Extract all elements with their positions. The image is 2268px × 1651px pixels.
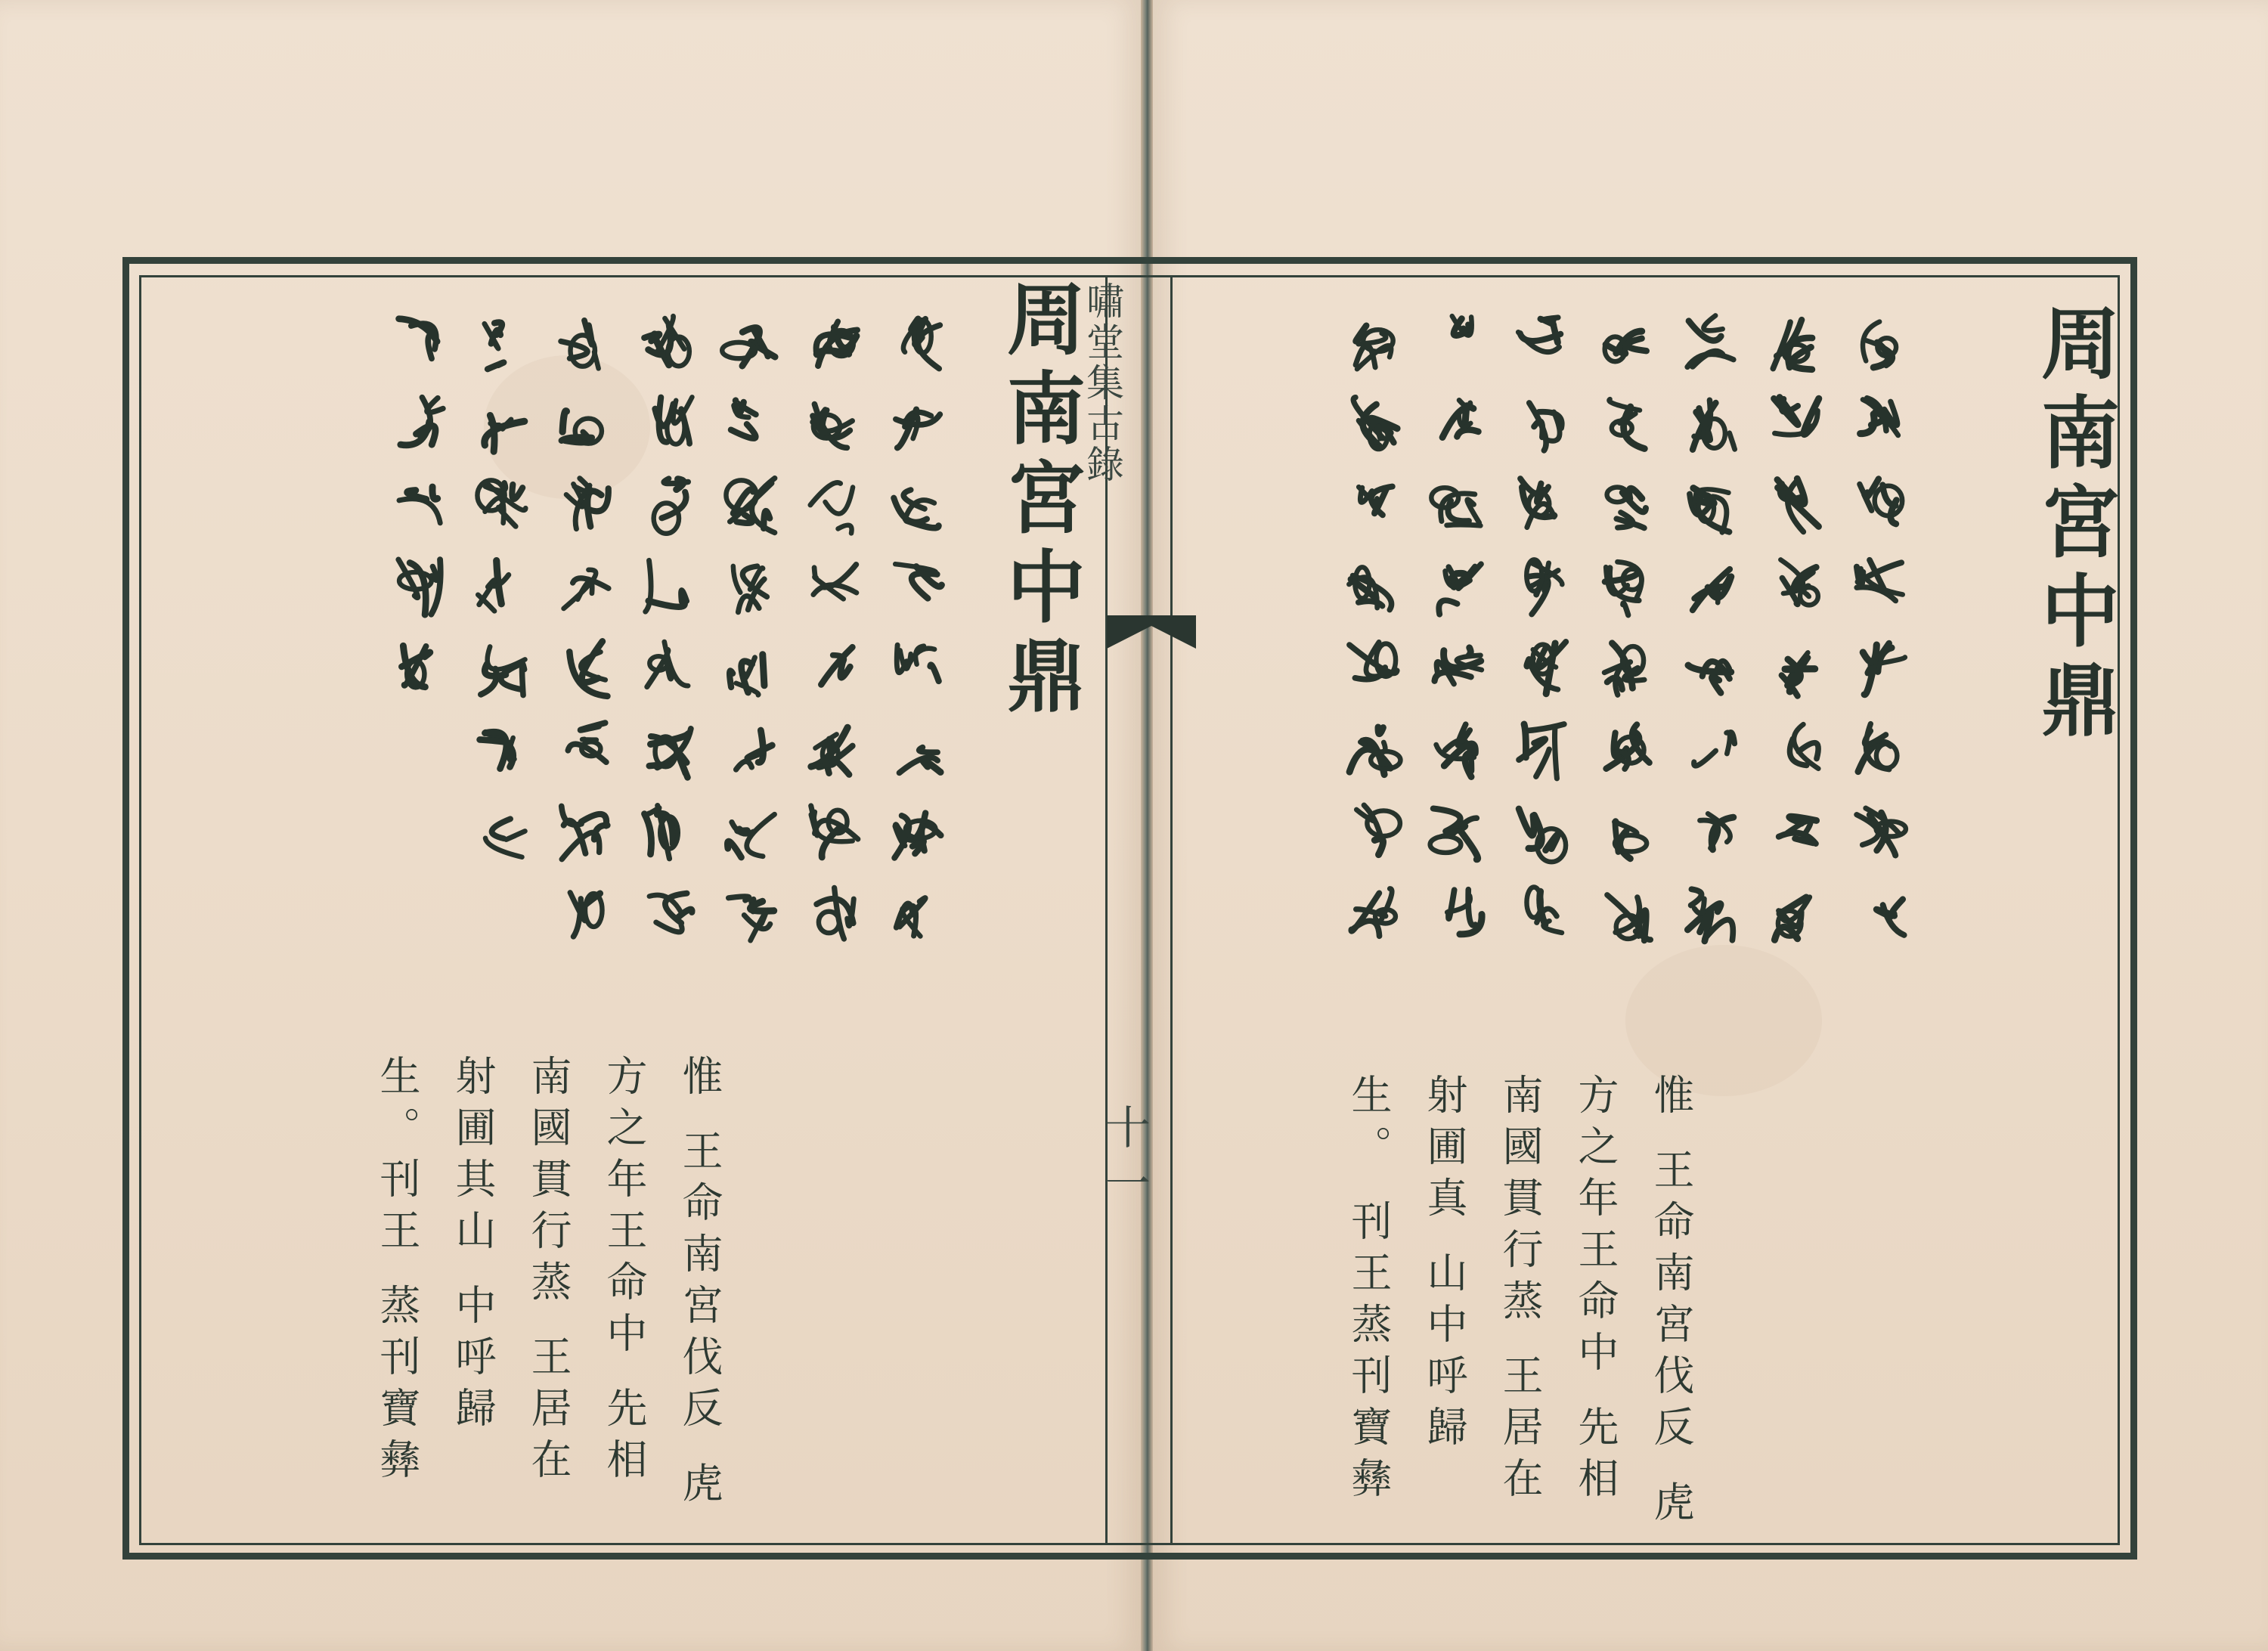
seal-script-glyph — [550, 796, 620, 869]
seal-script-glyph — [1507, 551, 1577, 624]
seal-script-glyph — [467, 714, 537, 787]
seal-script-glyph — [634, 878, 703, 950]
seal-script-glyph — [800, 633, 869, 705]
seal-script-glyph — [467, 633, 537, 705]
seal-script-glyph — [550, 306, 620, 379]
book-title-spine: 嘯堂集古錄 — [1080, 281, 1124, 485]
seal-script-glyph — [1592, 633, 1662, 705]
seal-script-glyph — [1677, 551, 1746, 624]
fish-tail-mark — [1107, 615, 1196, 649]
seal-script-glyph — [384, 306, 454, 379]
seal-script-glyph — [1592, 551, 1662, 624]
seal-script-glyph — [800, 796, 869, 869]
seal-script-glyph — [717, 306, 786, 379]
seal-script-glyph — [634, 714, 703, 787]
seal-script-glyph — [1761, 306, 1831, 379]
seal-script-glyph — [1338, 633, 1408, 705]
seal-script-glyph — [550, 469, 620, 542]
seal-script-glyph — [1338, 796, 1408, 869]
seal-script-glyph — [1507, 796, 1577, 869]
seal-script-glyph — [1592, 388, 1662, 460]
seal-script-glyph — [1423, 633, 1492, 705]
spine-rule-right — [1170, 275, 1173, 1545]
inscription-column — [467, 306, 537, 959]
seal-script-glyph — [1846, 796, 1916, 869]
seal-script-glyph — [1338, 714, 1408, 787]
seal-script-glyph — [634, 796, 703, 869]
seal-script-glyph — [550, 878, 620, 950]
left-page-title: 周南宮中鼎 — [993, 278, 1086, 724]
seal-script-glyph — [1846, 551, 1916, 624]
inscription-column — [1592, 306, 1662, 959]
seal-script-glyph — [883, 306, 953, 379]
seal-script-glyph — [1423, 469, 1492, 542]
seal-script-glyph — [1761, 551, 1831, 624]
seal-script-glyph — [1507, 306, 1577, 379]
inscription-column — [800, 306, 869, 959]
seal-script-glyph — [1677, 306, 1746, 379]
seal-script-glyph — [1338, 551, 1408, 624]
seal-script-glyph — [800, 714, 869, 787]
seal-script-glyph — [883, 469, 953, 542]
seal-script-glyph — [1677, 796, 1746, 869]
seal-script-glyph — [717, 388, 786, 460]
seal-script-glyph — [717, 714, 786, 787]
inscription-column — [883, 306, 953, 959]
left-bronze-inscription — [370, 306, 953, 959]
seal-script-glyph — [634, 306, 703, 379]
inscription-column — [717, 306, 786, 959]
inscription-column — [1338, 306, 1408, 959]
seal-script-glyph — [1423, 796, 1492, 869]
seal-script-glyph — [1592, 306, 1662, 379]
seal-script-glyph — [800, 388, 869, 460]
seal-script-glyph — [717, 796, 786, 869]
seal-script-glyph — [467, 551, 537, 624]
seal-script-glyph — [550, 633, 620, 705]
seal-script-glyph — [1592, 714, 1662, 787]
seal-script-glyph — [1592, 469, 1662, 542]
page-number: 十一 — [1098, 1104, 1151, 1216]
inscription-column — [550, 306, 620, 959]
seal-script-glyph — [467, 796, 537, 869]
right-page-transcription: 惟 王命南宮伐反 虎方之年王命中 先相南國貫行蒸 王居在射圃真 山中呼歸生。 刊王蒸刊寶彝 — [1345, 1073, 1695, 1532]
seal-script-glyph — [800, 469, 869, 542]
seal-script-glyph — [1423, 306, 1492, 379]
seal-script-glyph — [550, 388, 620, 460]
seal-script-glyph — [1677, 714, 1746, 787]
seal-script-glyph — [1592, 796, 1662, 869]
seal-script-glyph — [883, 796, 953, 869]
seal-script-glyph — [1423, 551, 1492, 624]
inscription-column — [1846, 306, 1916, 959]
seal-script-glyph — [1846, 878, 1916, 950]
seal-script-glyph — [467, 306, 537, 379]
seal-script-glyph — [1507, 469, 1577, 542]
seal-script-glyph — [1761, 469, 1831, 542]
seal-script-glyph — [800, 551, 869, 624]
seal-script-glyph — [634, 551, 703, 624]
seal-script-glyph — [1677, 633, 1746, 705]
seal-script-glyph — [634, 388, 703, 460]
seal-script-glyph — [883, 551, 953, 624]
seal-script-glyph — [883, 388, 953, 460]
seal-script-glyph — [800, 306, 869, 379]
inscription-column — [1677, 306, 1746, 959]
seal-script-glyph — [1761, 633, 1831, 705]
seal-script-glyph — [1761, 388, 1831, 460]
seal-script-glyph — [883, 633, 953, 705]
seal-script-glyph — [467, 469, 537, 542]
seal-script-glyph — [883, 878, 953, 950]
seal-script-glyph — [467, 388, 537, 460]
inscription-column — [1507, 306, 1577, 959]
seal-script-glyph — [1423, 878, 1492, 950]
seal-script-glyph — [1423, 714, 1492, 787]
seal-script-glyph — [1846, 388, 1916, 460]
seal-script-glyph — [1338, 878, 1408, 950]
right-page-title: 周南宮中鼎 — [2028, 302, 2121, 748]
inscription-column — [384, 306, 454, 959]
seal-script-glyph — [1507, 714, 1577, 787]
seal-script-glyph — [550, 551, 620, 624]
seal-script-glyph — [384, 551, 454, 624]
seal-script-glyph — [1846, 469, 1916, 542]
seal-script-glyph — [1677, 388, 1746, 460]
seal-script-glyph — [717, 469, 786, 542]
seal-script-glyph — [384, 469, 454, 542]
seal-script-glyph — [1761, 714, 1831, 787]
seal-script-glyph — [1592, 878, 1662, 950]
left-page-transcription: 惟 王命南宮伐反 虎方之年王命中 先相南國貫行蒸 王居在射圃其山 中呼歸生。刊王 蒸刊寶彝 — [373, 1055, 723, 1513]
seal-script-glyph — [1846, 633, 1916, 705]
seal-script-glyph — [1846, 714, 1916, 787]
seal-script-glyph — [717, 551, 786, 624]
right-bronze-inscription — [1323, 306, 1916, 959]
seal-script-glyph — [550, 714, 620, 787]
seal-script-glyph — [1507, 388, 1577, 460]
seal-script-glyph — [384, 388, 454, 460]
seal-script-glyph — [1423, 388, 1492, 460]
seal-script-glyph — [1338, 388, 1408, 460]
seal-script-glyph — [1338, 306, 1408, 379]
seal-script-glyph — [1846, 306, 1916, 379]
seal-script-glyph — [634, 633, 703, 705]
seal-script-glyph — [800, 878, 869, 950]
seal-script-glyph — [1761, 878, 1831, 950]
seal-script-glyph — [1338, 469, 1408, 542]
seal-script-glyph — [717, 878, 786, 950]
inscription-column — [634, 306, 703, 959]
inscription-column — [1423, 306, 1492, 959]
seal-script-glyph — [634, 469, 703, 542]
seal-script-glyph — [1507, 878, 1577, 950]
seal-script-glyph — [1677, 878, 1746, 950]
seal-script-glyph — [1677, 469, 1746, 542]
inscription-column — [1761, 306, 1831, 959]
seal-script-glyph — [1507, 633, 1577, 705]
seal-script-glyph — [1761, 796, 1831, 869]
seal-script-glyph — [384, 633, 454, 705]
seal-script-glyph — [883, 714, 953, 787]
seal-script-glyph — [717, 633, 786, 705]
